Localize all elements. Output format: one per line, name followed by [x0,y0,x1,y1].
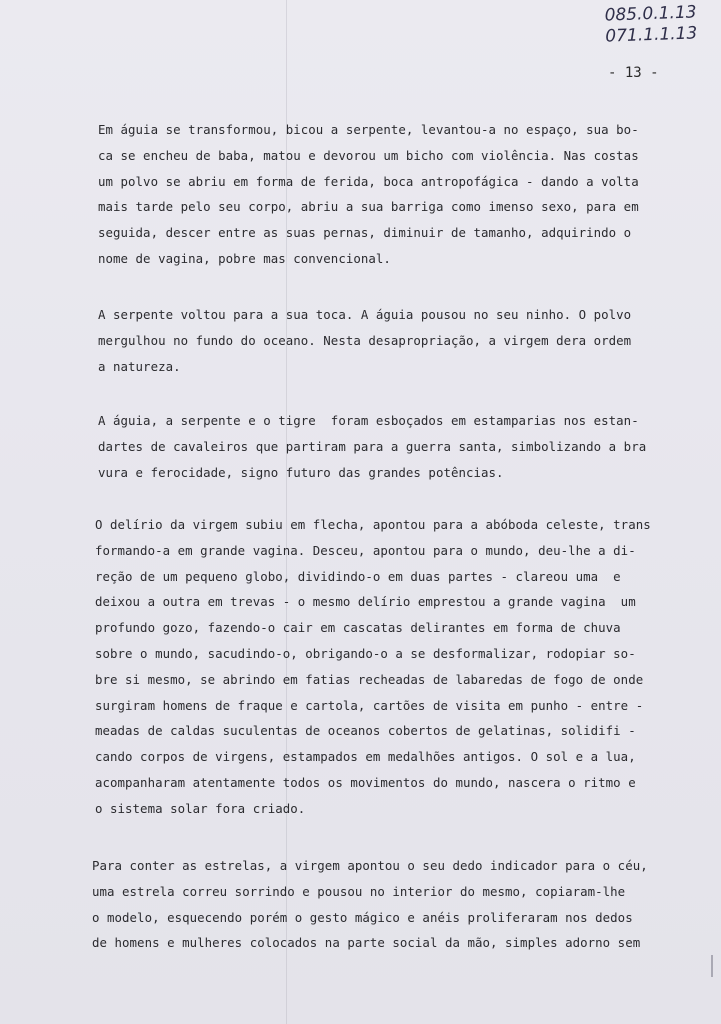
text-line: deixou a outra em trevas - o mesmo delírio emprestou a grande vagina um [95,594,636,610]
text-line: Em águia se transformou, bicou a serpente, levantou-a no espaço, sua bo- [98,122,639,137]
text-line: cando corpos de virgens, estampados em medalhões antigos. O sol e a lua, [95,749,636,765]
text-line: A serpente voltou para a sua toca. A águia pousou no seu ninho. O polvo [98,307,632,322]
text-line: vura e ferocidade, signo futuro das grandes potências. [98,464,504,480]
text-line: a natureza. [98,358,181,374]
text-line: um polvo se abriu em forma de ferida, boca antropofágica - dando a volta [98,173,639,189]
text-line: o modelo, esquecendo porém o gesto mágico e anéis proliferaram nos dedos [92,909,633,925]
text-line: A águia, a serpente e o tigre foram esboçados em estamparias nos estan- [98,413,639,428]
text-line: de homens e mulheres colocados na parte social da mão, simples adorno sem [92,935,641,951]
text-line: mais tarde pelo seu corpo, abriu a sua barriga como imenso sexo, para em [98,199,639,215]
text-line: surgiram homens de fraque e cartola, cartões de visita em punho - entre - [95,697,644,713]
text-line: formando-a em grande vagina. Desceu, apontou para o mundo, deu-lhe a di- [95,542,636,558]
archive-code-annotation [604,2,697,47]
text-line: dartes de cavaleiros que partiram para a guerra santa, simbolizando a bra [98,438,647,454]
text-line: bre si mesmo, se abrindo em fatias recheadas de labaredas de fogo de onde [95,671,644,687]
margin-mark [711,955,713,977]
paragraph-4 [95,512,651,822]
archive-code-line-2: 071.1.1.13 [605,23,698,47]
text-line: uma estrela correu sorrindo e pousou no interior do mesmo, copiaram-lhe [92,883,626,899]
paragraph-3 [98,408,646,485]
paragraph-1 [98,117,639,272]
paragraph-2 [98,302,631,379]
text-line: mergulhou no fundo do oceano. Nesta desapropriação, a virgem dera ordem [98,332,632,348]
text-line: nome de vagina, pobre mas convencional. [98,250,391,266]
text-line: meadas de caldas suculentas de oceanos cobertos de gelatinas, solidifi - [95,723,636,739]
text-line: ca se encheu de baba, matou e devorou um bicho com violência. Nas costas [98,147,639,163]
page-number: - 13 - [608,65,659,81]
archive-code-line-1: 085.0.1.13 [604,2,697,26]
text-line: reção de um pequeno globo, dividindo-o em duas partes - clareou uma e [95,568,621,584]
text-line: o sistema solar fora criado. [95,800,306,816]
text-line: Para conter as estrelas, a virgem apontou o seu dedo indicador para o céu, [92,858,648,873]
text-line: profundo gozo, fazendo-o cair em cascatas delirantes em forma de chuva [95,620,621,636]
paragraph-5 [92,853,648,956]
text-line: sobre o mundo, sacudindo-o, obrigando-o a se desformalizar, rodopiar so- [95,645,636,661]
text-line: seguida, descer entre as suas pernas, diminuir de tamanho, adquirindo o [98,225,632,241]
text-line: O delírio da virgem subiu em flecha, apontou para a abóboda celeste, trans [95,517,651,532]
text-line: acompanharam atentamente todos os movimentos do mundo, nascera o ritmo e [95,774,636,790]
